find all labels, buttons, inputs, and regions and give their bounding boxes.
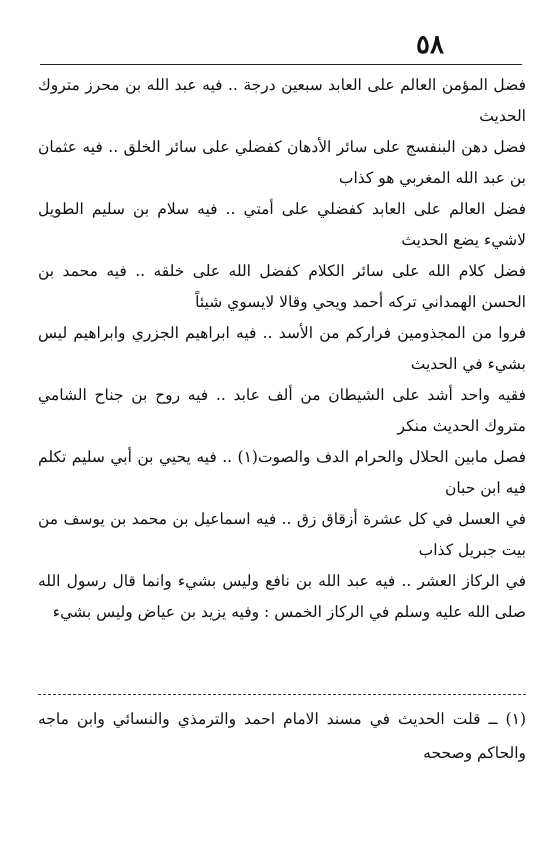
hadith-entry: فضل العالم على العابد كفضلي على أمتي .. فيه سلام بن سليم الطويل لاشيء يضع الحديث	[38, 200, 526, 249]
hadith-entry: فضل دهن البنفسج على سائر الأدهان كفضلي على سائر الخلق .. فيه عثمان بن عبد الله المغربي هو كذاب	[38, 138, 526, 187]
hadith-entry: فصل مابين الحلال والحرام الدف والصوت(١) .. فيه يحيي بن أبي سليم تكلم فيه ابن حبان	[38, 448, 526, 497]
hadith-entry: فضل كلام الله على سائر الكلام كفضل الله على خلقه .. فيه محمد بن الحسن الهمداني تركه أحمد ويحي وقالا لايسوي شيئاً	[38, 262, 526, 311]
footnote-separator	[38, 694, 526, 695]
hadith-entry: فروا من المجذومين فراركم من الأسد .. فيه ابراهيم الجزري وابراهيم ليس بشيء في الحديث	[38, 324, 526, 373]
hadith-entry: في الركاز العشر .. فيه عبد الله بن نافع وليس بشيء وانما قال رسول الله صلى الله عليه وسلم في الركاز الخمس : وفيه يزيد بن عياض وليس بشيء	[38, 572, 526, 621]
page-number: ٥٨	[416, 30, 444, 60]
hadith-entry: فضل المؤمن العالم على العابد سبعين درجة .. فيه عبد الله بن محرز متروك الحديث	[38, 76, 526, 125]
hadith-entry: في العسل في كل عشرة أزقاق زق .. فيه اسماعيل بن محمد بن يوسف من بيت جبريل كذاب	[38, 510, 526, 559]
hadith-entry: فقيه واحد أشد على الشيطان من ألف عابد .. فيه روح بن جناح الشامي متروك الحديث منكر	[38, 386, 526, 435]
footnote: (١) ــ قلت الحديث في مسند الامام احمد والترمذي والنسائي وابن ماجه والحاكم وصححه	[38, 710, 526, 762]
header-rule	[40, 64, 522, 65]
hadith-list	[38, 70, 526, 628]
